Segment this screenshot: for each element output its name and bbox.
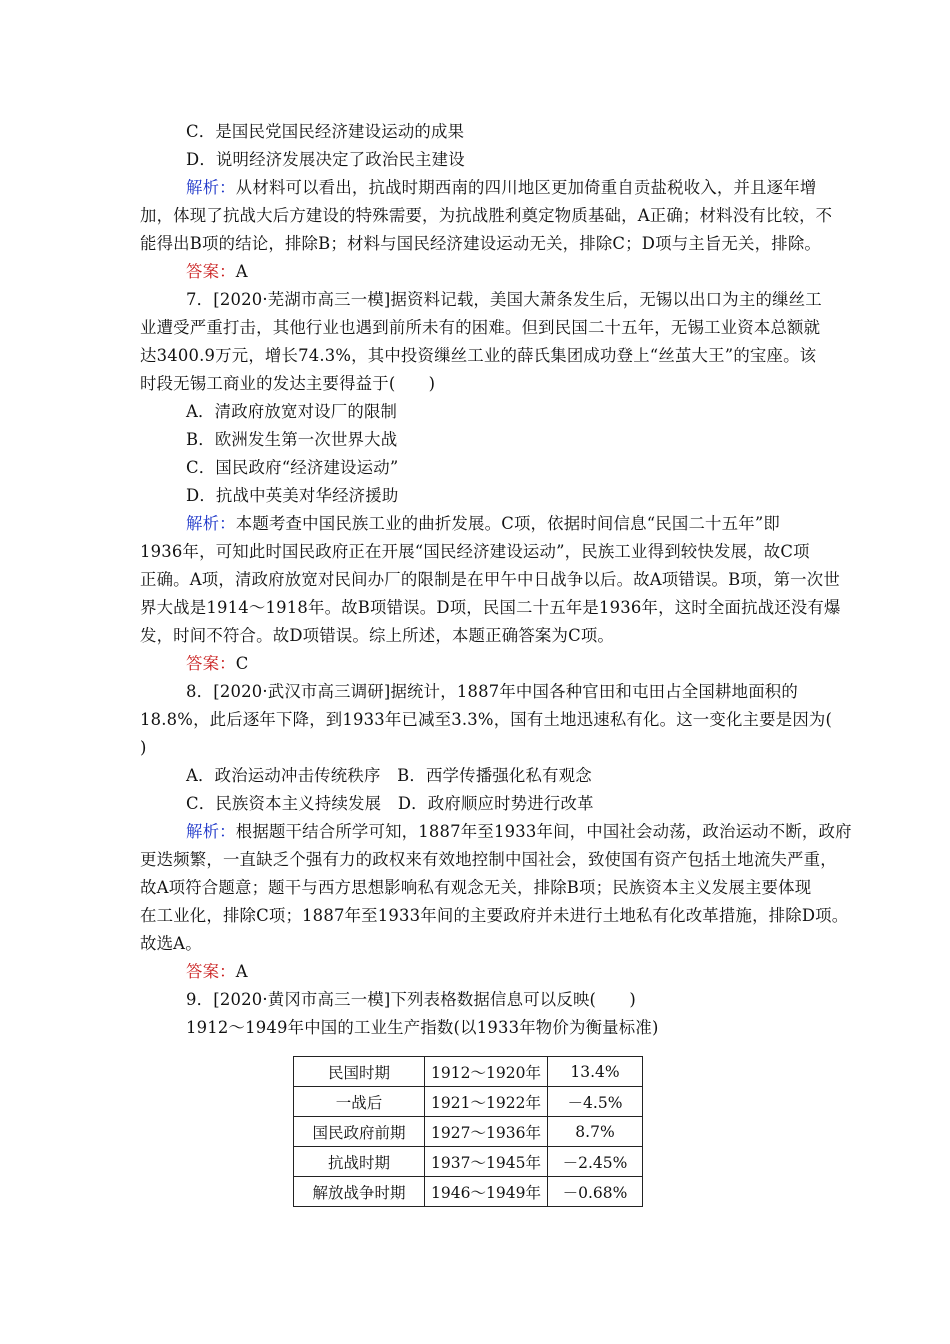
table-cell: 解放战争时期 <box>294 1177 425 1207</box>
q7-stem: 达3400.9万元，增长74.3%，其中投资缫丝工业的薛氏集团成功登上“丝茧大王”的宝座。该 <box>140 346 817 365</box>
analysis-label: 解析： <box>186 822 236 841</box>
q7-analysis-text: 发，时间不符合。故D项错误。综上所述，本题正确答案为C项。 <box>140 626 615 645</box>
q6-analysis-line <box>186 178 816 198</box>
q7-analysis-line <box>186 514 816 534</box>
q7-analysis-text: 1936年，可知此时国民政府正在开展“国民经济建设运动”，民族工业得到较快发展，故C项 <box>140 542 810 561</box>
analysis-text: 从材料可以看出，抗战时期西南的四川地区更加倚重自贡盐税收入，并且逐年增 <box>235 178 817 197</box>
q7-analysis-text: 正确。A项，清政府放宽对民间办厂的限制是在甲午中日战争以后。故A项错误。B项，第一次世 <box>140 570 840 589</box>
q6-analysis-text: 能得出B项的结论，排除B；材料与国民经济建设运动无关，排除C；D项与主旨无关，排除。 <box>140 234 822 253</box>
q8-options-ab: A．政治运动冲击传统秩序 B．西学传播强化私有观念 <box>186 766 592 785</box>
answer-label: 答案： <box>186 962 236 981</box>
q7-option-d: D．抗战中英美对华经济援助 <box>186 486 399 505</box>
table-row <box>294 1117 643 1147</box>
table-cell: －0.68% <box>548 1177 643 1207</box>
industrial-index-table <box>293 1056 643 1207</box>
table-row <box>294 1147 643 1177</box>
q8-answer-line <box>186 962 816 982</box>
q6-analysis-text: 加，体现了抗战大后方建设的特殊需要，为抗战胜利奠定物质基础，A正确；材料没有比较，不 <box>140 206 833 225</box>
q7-option-a: A．清政府放宽对设厂的限制 <box>186 402 398 421</box>
q6-option-c: C．是国民党国民经济建设运动的成果 <box>186 122 465 141</box>
q6-answer-line <box>186 262 816 282</box>
answer-value: A <box>235 962 248 981</box>
q7-analysis-text: 界大战是1914～1918年。故B项错误。D项，民国二十五年是1936年，这时全面抗战还没有爆 <box>140 598 841 617</box>
q7-stem: 业遭受严重打击，其他行业也遇到前所未有的困难。但到民国二十五年，无锡工业资本总额就 <box>140 318 821 337</box>
q9-stem: 9．[2020·黄冈市高三一模]下列表格数据信息可以反映( ) <box>186 990 636 1009</box>
q7-option-c: C．国民政府“经济建设运动” <box>186 458 399 477</box>
q8-options-cd: C．民族资本主义持续发展 D．政府顺应时势进行改革 <box>186 794 594 813</box>
q8-stem: 18.8%，此后逐年下降，到1933年已减至3.3%，国有土地迅速私有化。这一变化主要是因为( <box>140 710 833 729</box>
q8-stem: ) <box>140 738 147 757</box>
analysis-label: 解析： <box>186 178 236 197</box>
q8-analysis-line <box>186 822 852 842</box>
analysis-text: 本题考查中国民族工业的曲折发展。C项，依据时间信息“民国二十五年”即 <box>235 514 780 533</box>
answer-label: 答案： <box>186 654 236 673</box>
table-row <box>294 1057 643 1087</box>
q6-option-d: D．说明经济发展决定了政治民主建设 <box>186 150 465 169</box>
table-cell: 1927～1936年 <box>425 1117 548 1147</box>
table-cell: 国民政府前期 <box>294 1117 425 1147</box>
table-cell: －2.45% <box>548 1147 643 1177</box>
table-cell: 1921～1922年 <box>425 1087 548 1117</box>
analysis-label: 解析： <box>186 514 236 533</box>
q8-analysis-text: 故A项符合题意；题干与西方思想影响私有观念无关，排除B项；民族资本主义发展主要体现 <box>140 878 812 897</box>
table-cell: 13.4% <box>548 1057 643 1087</box>
q8-analysis-text: 故选A。 <box>140 934 202 953</box>
table-cell: 8.7% <box>548 1117 643 1147</box>
table-cell: －4.5% <box>548 1087 643 1117</box>
table-cell: 民国时期 <box>294 1057 425 1087</box>
q7-option-b: B．欧洲发生第一次世界大战 <box>186 430 398 449</box>
q8-analysis-text: 更迭频繁，一直缺乏个强有力的政权来有效地控制中国社会，致使国有资产包括土地流失严重， <box>140 850 837 869</box>
table-cell: 抗战时期 <box>294 1147 425 1177</box>
q7-answer-line <box>186 654 816 674</box>
q8-analysis-text: 在工业化，排除C项；1887年至1933年间的主要政府并未进行土地私有化改革措施，排除D项。 <box>140 906 849 925</box>
answer-value: A <box>235 262 248 281</box>
q8-stem: 8．[2020·武汉市高三调研]据统计，1887年中国各种官田和屯田占全国耕地面积的 <box>186 682 798 701</box>
table-cell: 一战后 <box>294 1087 425 1117</box>
q7-stem: 时段无锡工商业的发达主要得益于( ) <box>140 374 436 393</box>
table-cell: 1912～1920年 <box>425 1057 548 1087</box>
table-row <box>294 1087 643 1117</box>
answer-value: C <box>235 654 249 673</box>
analysis-text: 根据题干结合所学可知，1887年至1933年间，中国社会动荡，政治运动不断，政府 <box>235 822 852 841</box>
q9-table-title: 1912～1949年中国的工业生产指数(以1933年物价为衡量标准) <box>186 1018 659 1037</box>
table-cell: 1946～1949年 <box>425 1177 548 1207</box>
q7-stem: 7．[2020·芜湖市高三一模]据资料记载，美国大萧条发生后，无锡以出口为主的缫丝工 <box>186 290 822 309</box>
table-cell: 1937～1945年 <box>425 1147 548 1177</box>
answer-label: 答案： <box>186 262 236 281</box>
table-row <box>294 1177 643 1207</box>
